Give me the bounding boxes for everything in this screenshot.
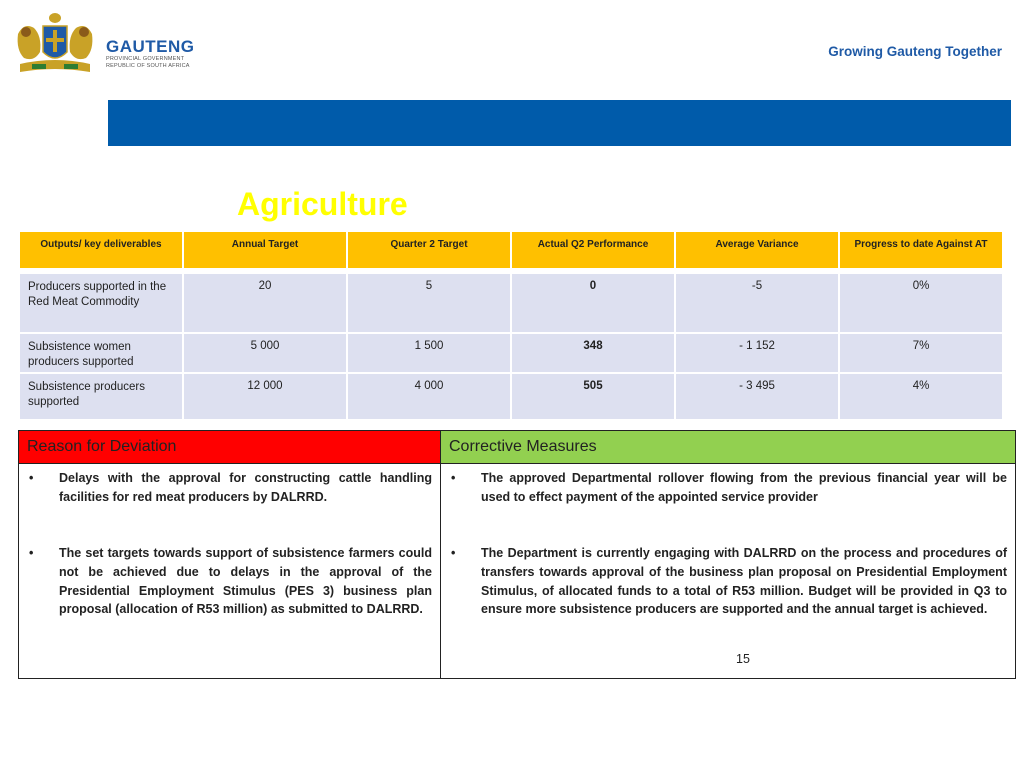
table-cell: 12 000: [184, 374, 346, 419]
column-header: Annual Target: [184, 232, 346, 268]
bullet: •: [29, 471, 34, 485]
reason-text: The set targets towards support of subsistence farmers could not be achieved due to delays in the approval of the Presidential Employment Stimulus (PES 3) business plan proposal (allocation of R53 million) as submitted to DALRRD.: [59, 546, 432, 617]
gauteng-logo: [10, 12, 200, 78]
table-cell: 505: [512, 374, 674, 419]
logo-subtitle-2: REPUBLIC OF SOUTH AFRICA: [106, 63, 190, 69]
corrective-column: [441, 431, 1015, 678]
page-number: 15: [736, 652, 750, 666]
corrective-text: The Department is currently engaging with DALRRD on the process and procedures of transfers towards approval of the business plan proposal on Presidential Employment Stimulus, of allocated funds to a total of R53 million. Budget will be provided in Q3 to ensure more subsistence producers are supported and the annual target is achieved.: [481, 546, 1007, 617]
column-header: Outputs/ key deliverables: [20, 232, 182, 268]
coat-of-arms-icon: [10, 12, 100, 78]
table-cell: 0%: [840, 274, 1002, 332]
table-row: [20, 274, 1002, 332]
table-cell: -5: [676, 274, 838, 332]
bullet: •: [451, 546, 456, 560]
reason-text: Delays with the approval for constructing cattle handling facilities for red meat producers by DALRRD.: [59, 471, 432, 504]
bullet: •: [29, 546, 34, 560]
performance-table: [18, 230, 1004, 421]
table-header-row: [20, 232, 1002, 268]
table-cell: - 1 152: [676, 334, 838, 372]
header-band: [108, 100, 1011, 146]
table-cell: 5: [348, 274, 510, 332]
table-cell: Producers supported in the Red Meat Commodity: [20, 274, 182, 332]
table-cell: 5 000: [184, 334, 346, 372]
reason-column: [19, 431, 441, 678]
logo-subtitle: PROVINCIAL GOVERNMENT: [106, 56, 185, 62]
column-header: Average Variance: [676, 232, 838, 268]
table-row: [20, 374, 1002, 419]
table-cell: 1 500: [348, 334, 510, 372]
table-cell: Subsistence women producers supported: [20, 334, 182, 372]
corrective-text: The approved Departmental rollover flowing from the previous financial year will be used to effect payment of the appointed service provider: [481, 471, 1007, 504]
column-header: Actual Q2 Performance: [512, 232, 674, 268]
table-cell: Subsistence producers supported: [20, 374, 182, 419]
table-cell: 4 000: [348, 374, 510, 419]
bullet: •: [451, 471, 456, 485]
deviation-table: [18, 430, 1016, 679]
table-cell: 20: [184, 274, 346, 332]
logo-title: GAUTENG: [106, 37, 195, 56]
tagline: Growing Gauteng Together: [828, 44, 1002, 59]
table-cell: 348: [512, 334, 674, 372]
page-title: Agriculture: [237, 186, 408, 222]
reason-header: Reason for Deviation: [19, 431, 440, 464]
table-cell: 4%: [840, 374, 1002, 419]
corrective-header: Corrective Measures: [441, 431, 1015, 464]
table-cell: - 3 495: [676, 374, 838, 419]
column-header: Progress to date Against AT: [840, 232, 1002, 268]
column-header: Quarter 2 Target: [348, 232, 510, 268]
table-row: [20, 334, 1002, 372]
table-cell: 7%: [840, 334, 1002, 372]
table-cell: 0: [512, 274, 674, 332]
